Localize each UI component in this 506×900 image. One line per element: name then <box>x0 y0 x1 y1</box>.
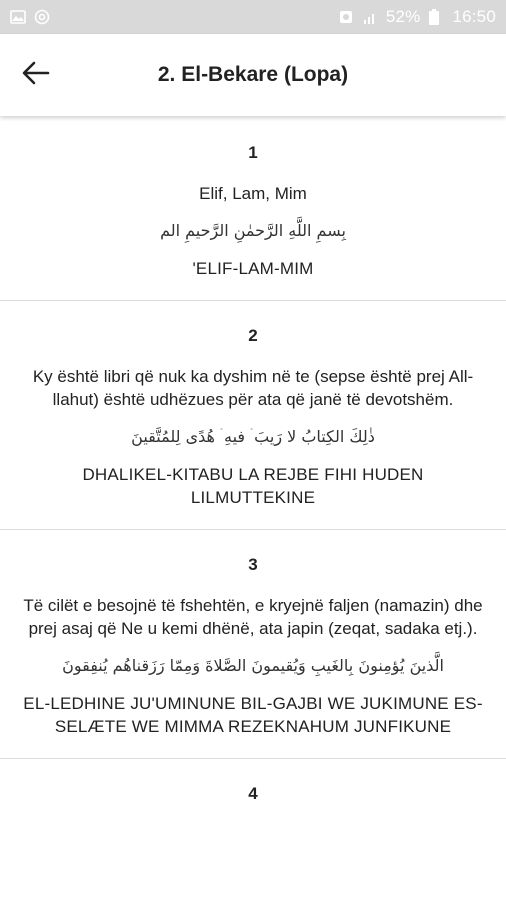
page-title: 2. El-Bekare (Lopa) <box>157 63 349 86</box>
verse-translation: Elif, Lam, Mim <box>199 184 307 203</box>
status-left <box>10 9 50 25</box>
verse-translation: Të cilët e besojnë të fshehtën, e kryejnë faljen (namazin) dhe prej asaj që Ne u kemi dhënë, ata japin (zeqat, sadaka etj.). <box>23 596 483 638</box>
battery-icon <box>428 9 444 25</box>
image-icon <box>10 9 26 25</box>
verse-item[interactable] <box>0 301 506 530</box>
clock: 16:50 <box>452 7 496 26</box>
arrow-left-icon <box>22 61 50 90</box>
signal-icon <box>362 9 378 25</box>
verse-arabic: ذٰلِكَ الكِتابُ لا رَيبَ ۛ فيهِ ۛ هُدًى لِلمُتَّقينَ <box>131 427 375 446</box>
battery-percent: 52% <box>385 7 421 26</box>
back-button[interactable] <box>0 34 72 116</box>
verse-number: 3 <box>248 555 258 574</box>
verse-number: 1 <box>248 143 258 162</box>
verse-item[interactable] <box>0 759 506 825</box>
status-bar <box>0 0 506 34</box>
status-right <box>338 7 496 27</box>
app-bar <box>0 34 506 116</box>
verse-item[interactable] <box>0 530 506 759</box>
at-icon <box>34 9 50 25</box>
alarm-icon <box>338 9 354 25</box>
verse-item[interactable] <box>0 116 506 301</box>
verse-number: 2 <box>248 326 258 345</box>
verse-transliteration: 'ELIF-LAM-MIM <box>192 259 314 278</box>
verse-number: 4 <box>248 784 258 803</box>
verse-transliteration: EL-LEDHINE JU'UMINUNE BIL-GAJBI WE JUKIMUNE ES-SELÆTE WE MIMMA REZEKNAHUM JUNFIKUNE <box>23 694 483 736</box>
verse-list[interactable] <box>0 116 506 900</box>
verse-arabic: بِسمِ اللَّهِ الرَّحمٰنِ الرَّحيمِ الم <box>160 221 346 240</box>
verse-translation: Ky është libri që nuk ka dyshim në te (sepse është prej All-llahut) është udhëzues për ata që janë të devotshëm. <box>32 367 474 409</box>
verse-transliteration: DHALIKEL-KITABU LA REJBE FIHI HUDEN LILMUTTEKINE <box>82 465 424 507</box>
verse-arabic: الَّذينَ يُؤمِنونَ بِالغَيبِ وَيُقيمونَ الصَّلاةَ وَمِمّا رَزَقناهُم يُنفِقونَ <box>62 656 444 675</box>
